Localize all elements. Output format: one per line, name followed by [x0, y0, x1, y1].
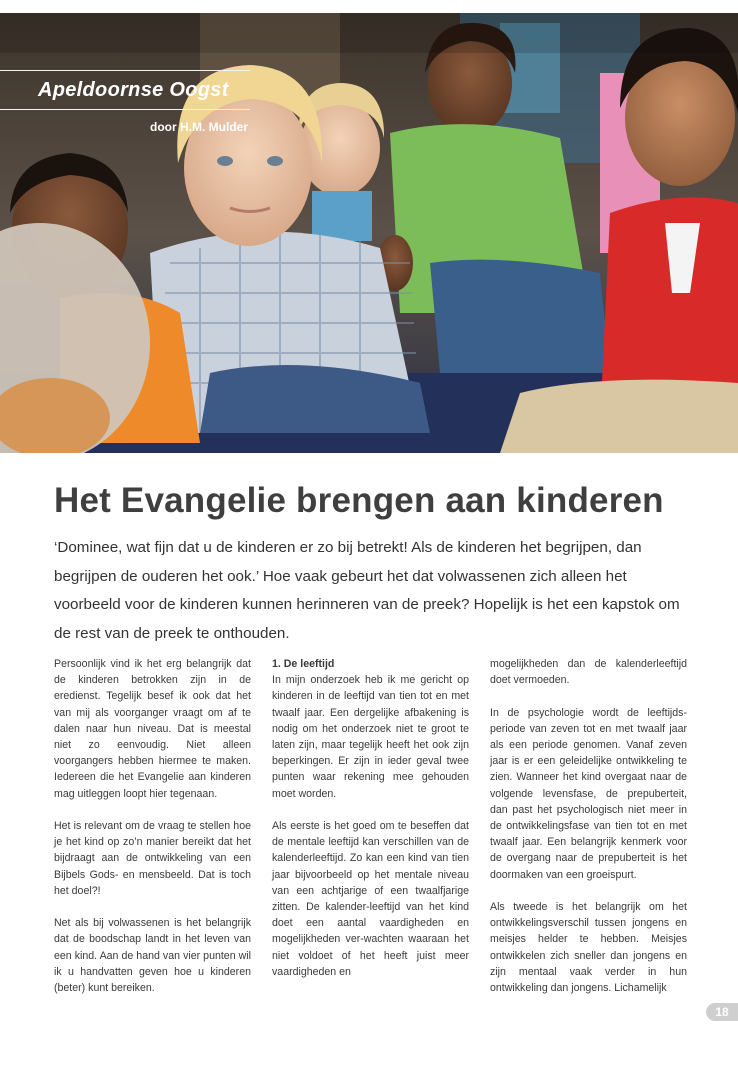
article-intro: ‘Dominee, wat fijn dat u de kinderen er zo bij betrekt! Als de kinderen het begrijpen, dan begrijpen de ouderen het ook.’ Hoe vaak gebeurt het dat volwassenen zich alleen het voorbeeld voor de kinderen kunnen herinneren van de preek? Hopelijk is het een kapstok om de rest van de preek te onthouden. — [54, 539, 680, 642]
kicker-rule-top — [0, 70, 250, 71]
hero-photo — [0, 13, 738, 453]
text-column-3 — [490, 656, 687, 1012]
kicker-rule-bottom — [0, 109, 250, 110]
paragraph: Als tweede is het belangrijk om het ontwikkelingsverschil tussen jongens en meisjes helder te hebben. Meisjes ontwikkelen zich sneller dan jongens en zijn mentaal vaak verder in hun ontwikkeling dan jongens. Lichamelijk — [490, 901, 687, 995]
paragraph: Als eerste is het goed om te beseffen dat de mentale leeftijd kan verschillen van de kalenderleeftijd. Zo kan een kind van tien jaar bijvoorbeeld op het mentale niveau van een achtjarige of een twaalfjarige zitten. De kalender-leeftijd van het kind doet een aantal vaardigheden en mogelijkheden ver-wachten waaraan het niet voldoet of het heeft juist meer vaardigheden en — [272, 820, 469, 978]
paragraph: Het is relevant om de vraag te stellen hoe je het kind op zo’n manier bereikt dat het bijdraagt aan de ontwikkeling van een Bijbels Gods- en mensbeeld. Dat is toch het doel?! — [54, 820, 251, 897]
text-column-2 — [272, 656, 469, 996]
paragraph: In de psychologie wordt de leeftijds-periode van zeven tot en met twaalf jaar als een periode genomen. Vanaf zeven jaar is er een geleidelijke ontwikkeling te zien. Wanneer het kind overgaat naar de volgende levensfase, de prepuberteit, dan past het psychologisch niet meer in de ontwikkelingsfase van tien tot en met twaalf jaar. Een belangrijk kenmerk voor de overgang naar de prepuberteit is het doormaken van een groeispurt. — [490, 706, 687, 881]
page-number-badge: 18 — [706, 1003, 738, 1021]
article-title: Het Evangelie brengen aan kinderen — [54, 481, 664, 520]
text-column-1 — [54, 656, 251, 1012]
paragraph: Persoonlijk vind ik het erg belangrijk dat de kinderen betrokken zijn in de eredienst. Tegelijk besef ik ook dat het van mij als voorganger vraagt om af te dalen naar hun niveau. Dat is meestal niet zo eenvoudig. Niet alleen voorgangers hebben hiermee te maken. Iedereen die het Evangelie aan kinderen mag uitleggen loopt hier tegenaan. — [54, 658, 251, 800]
paragraph: Net als bij volwassenen is het belangrijk dat de boodschap landt in het leven van een kind. Aan de hand van vier punten wil ik u handvatten geven hoe u kinderen (beter) kunt bereiken. — [54, 917, 251, 995]
author-byline: door H.M. Mulder — [150, 120, 248, 134]
section-subheading: 1. De leeftijd — [272, 658, 335, 670]
paragraph: In mijn onderzoek heb ik me gericht op kinderen in de leeftijd van tien tot en met twaalf jaar. Een dergelijke afbakening is nodig om het onderzoek niet te groot te laten zijn, maar tegelijk heeft het ook zijn beperkingen. Er zijn in ieder geval twee punten waar rekening mee gehouden moet worden. — [272, 674, 469, 800]
section-kicker: Apeldoornse Oogst — [38, 79, 229, 101]
paragraph: mogelijkheden dan de kalenderleeftijd doet vermoeden. — [490, 658, 687, 687]
